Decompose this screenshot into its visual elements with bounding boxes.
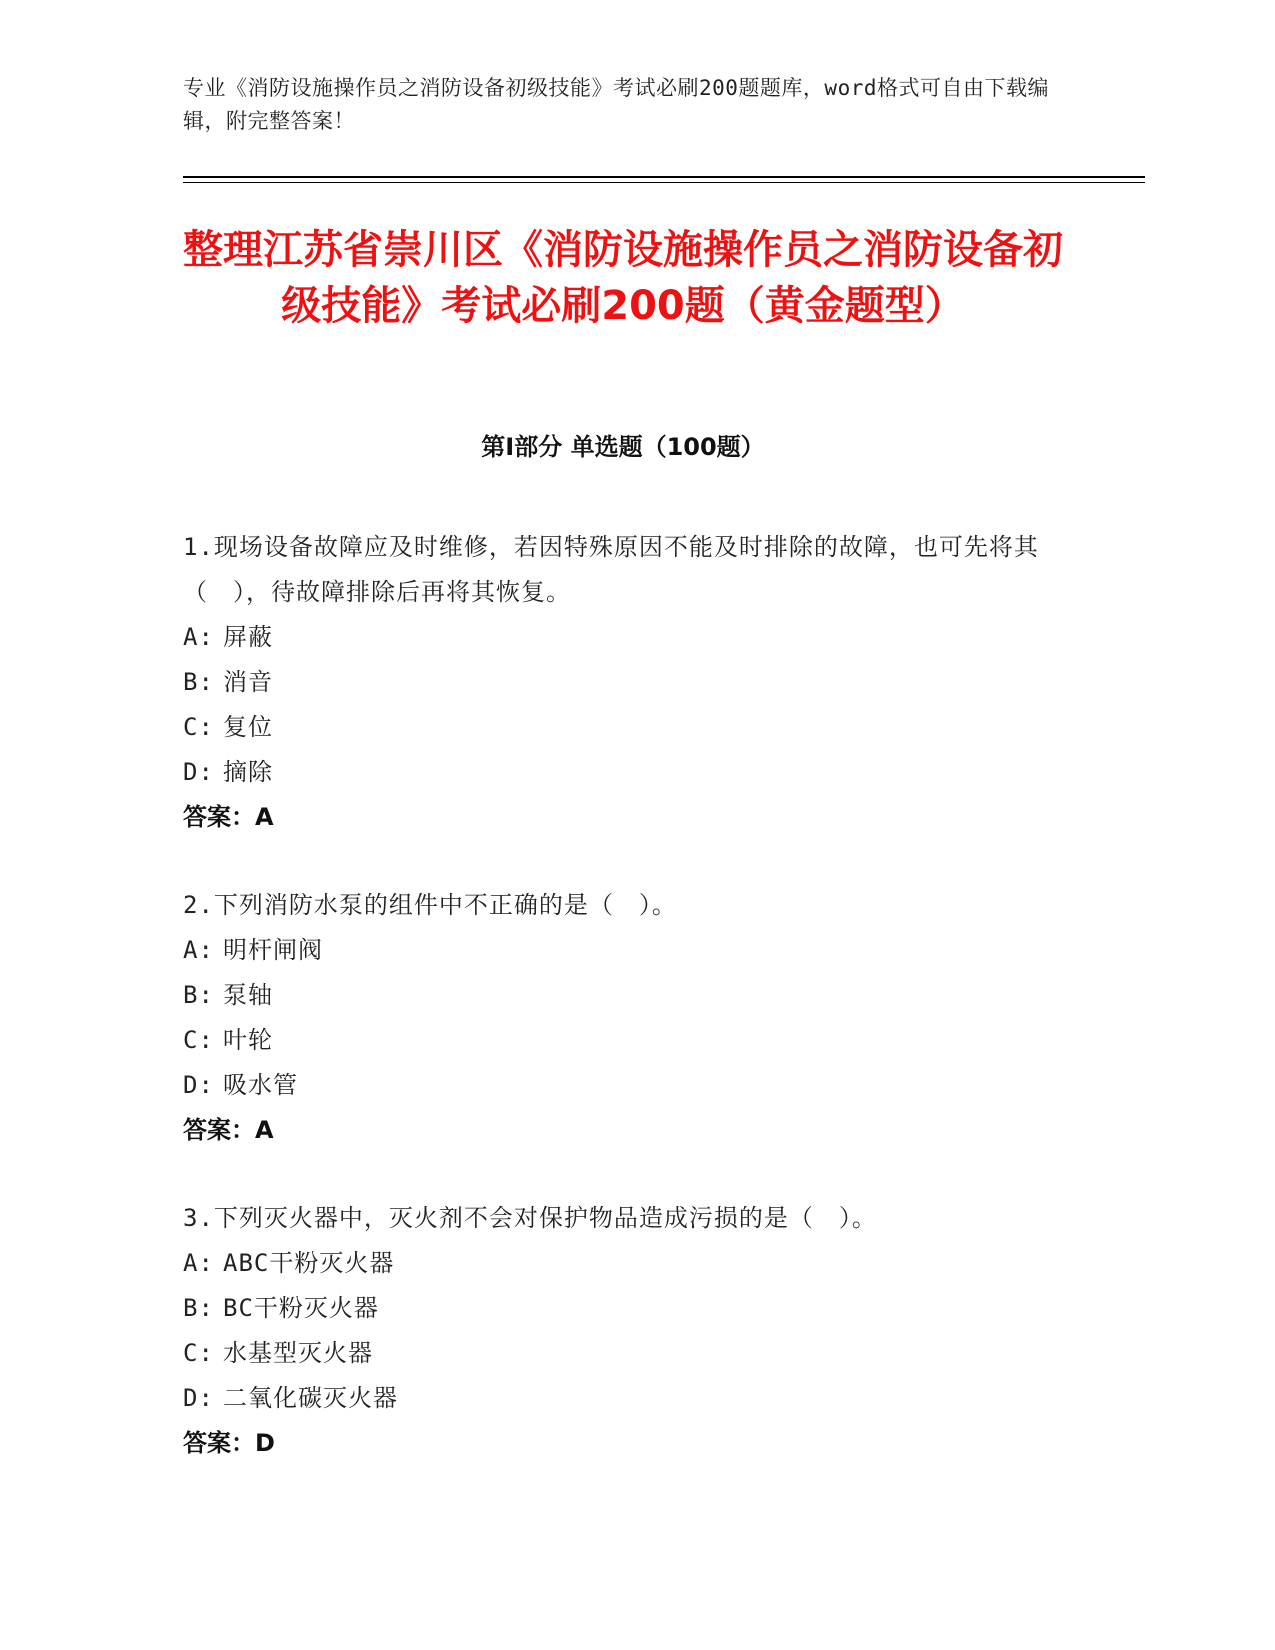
- question-list: [183, 525, 1063, 1509]
- option-c: [183, 1331, 1063, 1376]
- answer-line: 答案：A: [183, 1116, 274, 1144]
- option-text: 叶轮: [223, 1026, 273, 1054]
- option-b: [183, 660, 1063, 705]
- option-c: [183, 705, 1063, 750]
- header-rule-thin: [183, 182, 1145, 183]
- option-b: [183, 1286, 1063, 1331]
- option-text: 屏蔽: [223, 623, 273, 651]
- option-a: [183, 1241, 1063, 1286]
- option-letter: C:: [183, 1339, 214, 1367]
- question-stem: 2.下列消防水泵的组件中不正确的是（ ）。: [183, 891, 677, 919]
- option-text: 明杆闸阀: [223, 936, 323, 964]
- question-stem: 3.下列灭火器中，灭火剂不会对保护物品造成污损的是（ ）。: [183, 1204, 877, 1232]
- answer-line: 答案：A: [183, 803, 274, 831]
- question-2: [183, 883, 1063, 1153]
- option-a: [183, 928, 1063, 973]
- question-stem: 1.现场设备故障应及时维修，若因特殊原因不能及时排除的故障，也可先将其（ ），待故障排除后再将其恢复。: [183, 533, 1039, 606]
- document-title: 整理江苏省崇川区《消防设施操作员之消防设备初级技能》考试必刷200题（黄金题型）: [183, 227, 1063, 329]
- option-text: 复位: [223, 713, 273, 741]
- option-letter: C:: [183, 713, 214, 741]
- option-letter: A:: [183, 623, 214, 651]
- option-letter: B:: [183, 668, 214, 696]
- option-letter: D:: [183, 1384, 214, 1412]
- option-letter: A:: [183, 936, 214, 964]
- option-letter: B:: [183, 1294, 214, 1322]
- option-letter: D:: [183, 1071, 214, 1099]
- option-letter: C:: [183, 1026, 214, 1054]
- option-d: [183, 1063, 1063, 1108]
- option-text: 吸水管: [223, 1071, 298, 1099]
- option-d: [183, 750, 1063, 795]
- option-letter: D:: [183, 758, 214, 786]
- option-c: [183, 1018, 1063, 1063]
- section-heading: 第I部分 单选题（100题）: [481, 433, 765, 461]
- option-letter: A:: [183, 1249, 214, 1277]
- question-3: [183, 1196, 1063, 1466]
- option-text: 消音: [223, 668, 273, 696]
- option-text: 摘除: [223, 758, 273, 786]
- option-text: 水基型灭火器: [223, 1339, 373, 1367]
- question-1: [183, 525, 1063, 840]
- option-text: 泵轴: [223, 981, 273, 1009]
- option-d: [183, 1376, 1063, 1421]
- header-rule-thick: [183, 176, 1145, 178]
- header-note: 专业《消防设施操作员之消防设备初级技能》考试必刷200题题库，word格式可自由下载编辑，附完整答案！: [183, 76, 1049, 133]
- option-b: [183, 973, 1063, 1018]
- option-text: 二氧化碳灭火器: [223, 1384, 398, 1412]
- answer-line: 答案：D: [183, 1429, 275, 1457]
- option-a: [183, 615, 1063, 660]
- option-letter: B:: [183, 981, 214, 1009]
- option-text: ABC干粉灭火器: [223, 1249, 395, 1277]
- option-text: BC干粉灭火器: [223, 1294, 379, 1322]
